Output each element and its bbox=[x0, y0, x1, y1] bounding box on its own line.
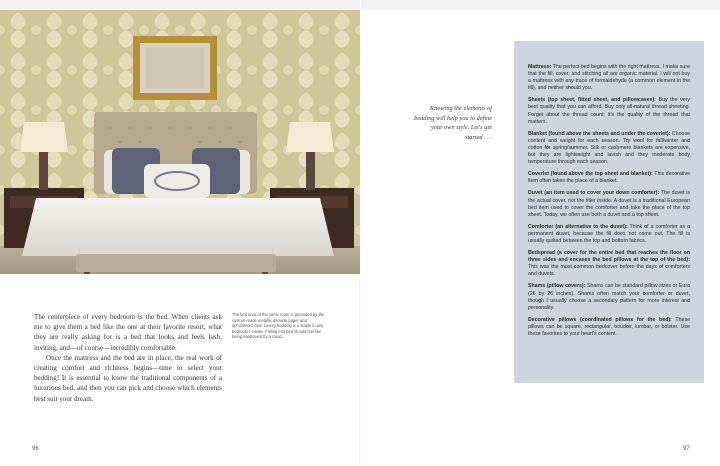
right-lamp-shade bbox=[286, 122, 334, 152]
glossary-entry bbox=[528, 224, 690, 245]
glossary-entry bbox=[528, 97, 690, 125]
glossary-term: Decorative pillows (coordinated pillows for the bed): bbox=[528, 316, 672, 323]
glossary-definition: These pillows can be square, rectangular, boudoir, lumbar, or bolster. Use these favorites to your heart's content. bbox=[528, 316, 690, 337]
right-lamp-base bbox=[306, 152, 315, 190]
body-text bbox=[34, 312, 222, 404]
glossary-entry bbox=[528, 171, 690, 185]
glossary-entry bbox=[528, 317, 690, 338]
bedroom-photo bbox=[0, 10, 360, 274]
glossary-entry bbox=[528, 250, 690, 278]
glossary-term: Shams (pillow covers): bbox=[528, 283, 586, 290]
page-number-left: 96 bbox=[32, 446, 39, 452]
white-duvet bbox=[22, 198, 334, 256]
glossary-term: Comforter (an alternative to the duvet): bbox=[528, 223, 628, 230]
glossary-term: Bedspread (a cover for the entire bed that reaches the floor on three sides and encases the bed pillows at the top of the bed): bbox=[528, 250, 690, 264]
glossary-definition: Choose content and weight for each season. Try wool for fall/winter and cotton for spring/summer. Silk or cashmere blankets are expensive, but they are lightweight and lavish and they moderate body temperature through each season. bbox=[528, 130, 690, 166]
body-paragraph: Once the mattress and the bed are in place, the real work of creating comfort and richness begins—time to select your bedding! It is essential to know the traditional components of a luxurious bed, and then you can pick and choose which elements best suit your dream. bbox=[34, 353, 222, 403]
glossary-term: Sheets (top sheet, fitted sheet, and pillowcases): bbox=[528, 97, 657, 104]
bedroom-illustration bbox=[0, 10, 360, 274]
upholstered-bench bbox=[76, 254, 276, 272]
photo-caption: The bed area of the same room is grounded by the custom-made metallic damask paper and upholstered bed. Luxury bedding is a staple in any bedroom I create. Falling into bed should feel like being swallowed by a cloud. bbox=[232, 312, 325, 340]
glossary-term: Coverlet (found above the top sheet and blanket): bbox=[528, 171, 653, 178]
glossary-definition: Think of a comforter as a permanent duvet, because the fill does not come out. The fill is usually quilted between the top and bottom fabrics. bbox=[528, 223, 690, 244]
glossary-entry bbox=[528, 190, 690, 218]
glossary-definition: This decorative item often takes the place of a blanket. bbox=[528, 171, 690, 185]
glossary-entry bbox=[528, 283, 690, 311]
glossary-definition: The duvet is the actual cover, not the filler inside. A duvet is a traditional European bed item used to cover the comforter and take the place of the top sheet. Today, we often use both a duvet and a top sheet. bbox=[528, 190, 690, 218]
bedding-glossary bbox=[528, 64, 690, 343]
glossary-term: Blanket (found above the sheets and under the coverlet): bbox=[528, 130, 671, 137]
glossary-term: Mattress: bbox=[528, 64, 552, 70]
glossary-definition: Buy the very best quality that you can afford. Buy only all-natural thread sheeting. Forget about the thread count; it's the quality of the thread that matters. bbox=[528, 97, 691, 125]
glossary-entry bbox=[528, 131, 690, 166]
glossary-definition: The perfect bed begins with the right mattress. I make sure that the fill, cover, and stitching all are organic material. I will not buy a mattress with any trace of formaldehyde (a common element in the fill), and neither should you. bbox=[528, 64, 690, 92]
glossary-definition: Shams can be standard pillow sizes or Euro (26 by 26 inches). Shams often match your comforter or duvet, though I usually choose a secondary pattern for more interest and personality. bbox=[528, 283, 691, 311]
page-number-right: 97 bbox=[683, 446, 690, 452]
pull-quote: Knowing the elements of bedding will help you to define your own style. Let's get started . . . bbox=[414, 105, 492, 141]
body-paragraph: The centerpiece of every bedroom is the bed. When clients ask me to give them a bed like the one at their favorite resort, what they are really asking for is a bed that looks and feels lush, inviting, and—of course—incredibly comfortable. bbox=[34, 313, 222, 352]
left-lamp-base bbox=[39, 152, 48, 190]
glossary-entry bbox=[528, 64, 690, 92]
left-lamp-shade bbox=[20, 122, 68, 152]
glossary-definition: This was the most common bedcover before the days of comforters and duvets. bbox=[528, 264, 690, 278]
glossary-term: Duvet (an item used to cover your down comforter): bbox=[528, 190, 660, 197]
decorative-pillow bbox=[144, 164, 210, 198]
